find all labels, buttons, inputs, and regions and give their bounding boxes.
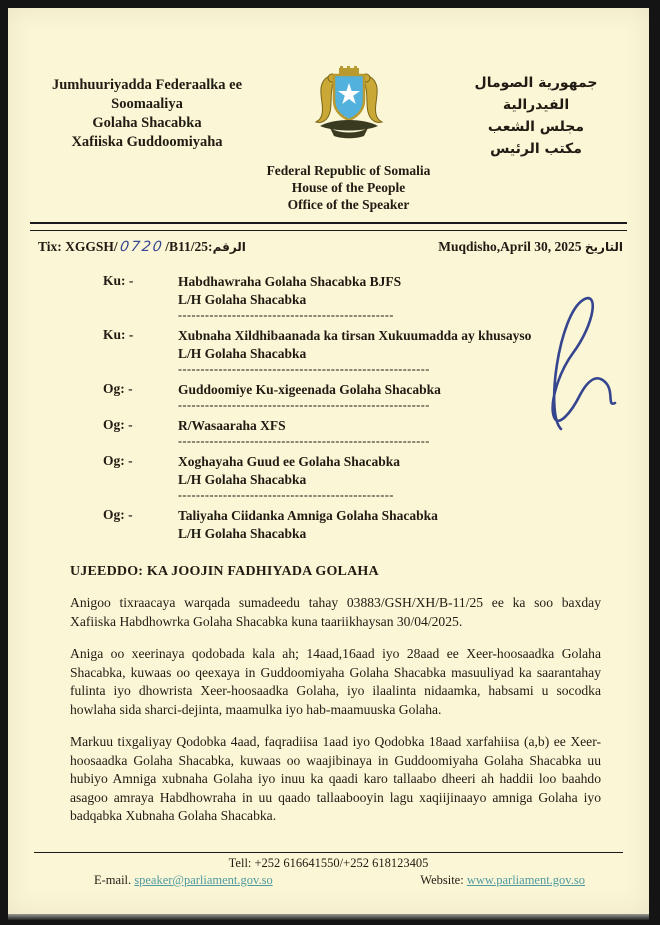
somali-line-3: Xafiiska Guddoomiyaha	[71, 134, 223, 150]
recipient-body	[178, 417, 430, 448]
paragraph-1: Anigoo tixraacaya warqada sumadeedu tahay 03883/GSH/XH/B-11/25 ee ka soo baxday Xafiiska Habdhowrka Golaha Shacabka kuna taariikhaysan 30/04/2025.	[70, 595, 601, 629]
ref-handwritten-number: 0720	[118, 239, 165, 255]
recipient-line2: L/H Golaha Shacabka	[178, 526, 307, 541]
recipient-label: Og: -	[103, 453, 133, 468]
recipient-label: Og: -	[103, 381, 133, 396]
recipient-line1: Guddoomiye Ku-xigeenada Golaha Shacabka	[178, 382, 441, 397]
recipient-row	[103, 273, 649, 322]
reference-row	[8, 231, 649, 255]
recipient-body	[178, 453, 400, 502]
recipient-separator: ------------------------------------------------	[178, 309, 394, 322]
footer-email	[94, 873, 273, 888]
recipient-row	[103, 453, 649, 502]
somalia-coat-of-arms-icon	[306, 66, 392, 140]
recipient-body	[178, 273, 401, 322]
arabic-line-3: مكتب الرئيس	[490, 141, 582, 157]
recipient-row	[103, 327, 649, 376]
emblem-wrap	[256, 66, 441, 140]
date-text: Muqdisho,April 30, 2025	[438, 239, 582, 254]
reference-number	[38, 239, 246, 255]
recipient-label: Og: -	[103, 507, 133, 522]
recipient-line1: Xoghayaha Guud ee Golaha Shacabka	[178, 454, 401, 469]
letterhead-arabic	[441, 72, 631, 160]
letterhead-somali	[38, 76, 256, 152]
recipient-line2: L/H Golaha Shacabka	[178, 346, 307, 361]
recipient-separator: --------------------------------------------------------	[178, 399, 430, 412]
somali-line-1: Jumhuuriyadda Federaalka ee Soomaaliya	[51, 77, 243, 112]
recipient-row	[103, 507, 649, 543]
recipient-row	[103, 381, 649, 412]
english-line-2: House of the People	[291, 180, 406, 195]
recipient-line1: Habdhawraha Golaha Shacabka BJFS	[178, 274, 402, 289]
footer-divider	[34, 852, 623, 853]
recipient-label: Og: -	[103, 417, 133, 432]
paragraph-3: Markuu tixgaliyay Qodobka 4aad, faqradiisa 1aad iyo Qodobka 18aad xarfahiisa (a,b) ee Xeer-hoosaadka Golaha Shacabka, kuwaas oo waajibinaya in Guddoomiyaha Golaha Shacabka uu hubiyo Amniga xubnaha Golaha iyo inuu ka qaadi karo tallaabo dheeri ah haddii loo baahdo asagoo amraya Habdhowraha in uu qaado tallaabooyin lagu xaqiijinaayo amniga Golaha iyo badqabka Xubnaha Golaha Shacabka.	[70, 734, 601, 823]
ref-arabic-label: الرقم	[212, 240, 246, 254]
letterhead-english	[48, 162, 649, 213]
subject-line: UJEEDDO: KA JOOJIN FADHIYADA GOLAHA	[70, 564, 379, 579]
english-line-3: Office of the Speaker	[287, 197, 410, 212]
ref-mid: /B11/25:	[165, 239, 213, 254]
recipient-label: Ku: -	[103, 327, 134, 342]
english-line-1: Federal Republic of Somalia	[266, 163, 431, 178]
recipient-label: Ku: -	[103, 273, 134, 288]
recipient-row	[103, 417, 649, 448]
recipient-body	[178, 507, 438, 543]
arabic-line-2: مجلس الشعب	[487, 119, 585, 135]
ref-prefix: Tix: XGGSH/	[38, 239, 118, 254]
paragraph-2: Aniga oo xeerinaya qodobada kala ah; 14aad,16aad iyo 28aad ee Xeer-hoosaadka Golaha Shacabka, kuwaas oo qeexaya in Guddoomiyaha Golaha Shacabka masuuliyad ka saarantahay fulinta iyo dhowrista Xeer-hoosaadka Golaha, iyo ilaalinta nidaamka, habsami u socodka howlaha sida sharci-dejinta, maamulka iyo hab-maamuuska Golaha.	[70, 646, 601, 717]
recipient-line1: Xubnaha Xildhibaanada ka tirsan Xukuumadda ay khusayso	[178, 328, 532, 343]
letterhead	[8, 8, 649, 160]
recipient-line2: L/H Golaha Shacabka	[178, 292, 307, 307]
recipients-list	[8, 255, 649, 543]
somali-line-2: Golaha Shacabka	[92, 115, 202, 131]
recipient-separator: --------------------------------------------------------	[178, 435, 430, 448]
website-link[interactable]: www.parliament.gov.so	[466, 873, 585, 887]
page-footer	[8, 852, 649, 888]
recipient-separator: ------------------------------------------------	[178, 489, 394, 502]
recipient-line2: L/H Golaha Shacabka	[178, 472, 307, 487]
email-link[interactable]: speaker@parliament.gov.so	[134, 873, 273, 887]
date-arabic-label: التاريخ	[584, 240, 623, 254]
recipient-line1: R/Wasaaraha XFS	[178, 418, 286, 433]
footer-telephone: Tell: +252 616641550/+252 618123405	[228, 856, 429, 870]
recipient-body	[178, 381, 441, 412]
recipient-line1: Taliyaha Ciidanka Amniga Golaha Shacabka	[178, 508, 438, 523]
footer-website	[420, 873, 585, 888]
arabic-line-1: جمهورية الصومال الفيدرالية	[474, 75, 598, 113]
date-line	[438, 239, 623, 255]
recipient-separator: --------------------------------------------------------	[178, 363, 430, 376]
website-label: Website:	[420, 873, 464, 887]
letter-body	[8, 594, 649, 826]
letter-page	[8, 8, 649, 914]
email-label: E-mail.	[94, 873, 132, 887]
recipient-body	[178, 327, 531, 376]
header-divider	[30, 222, 627, 231]
